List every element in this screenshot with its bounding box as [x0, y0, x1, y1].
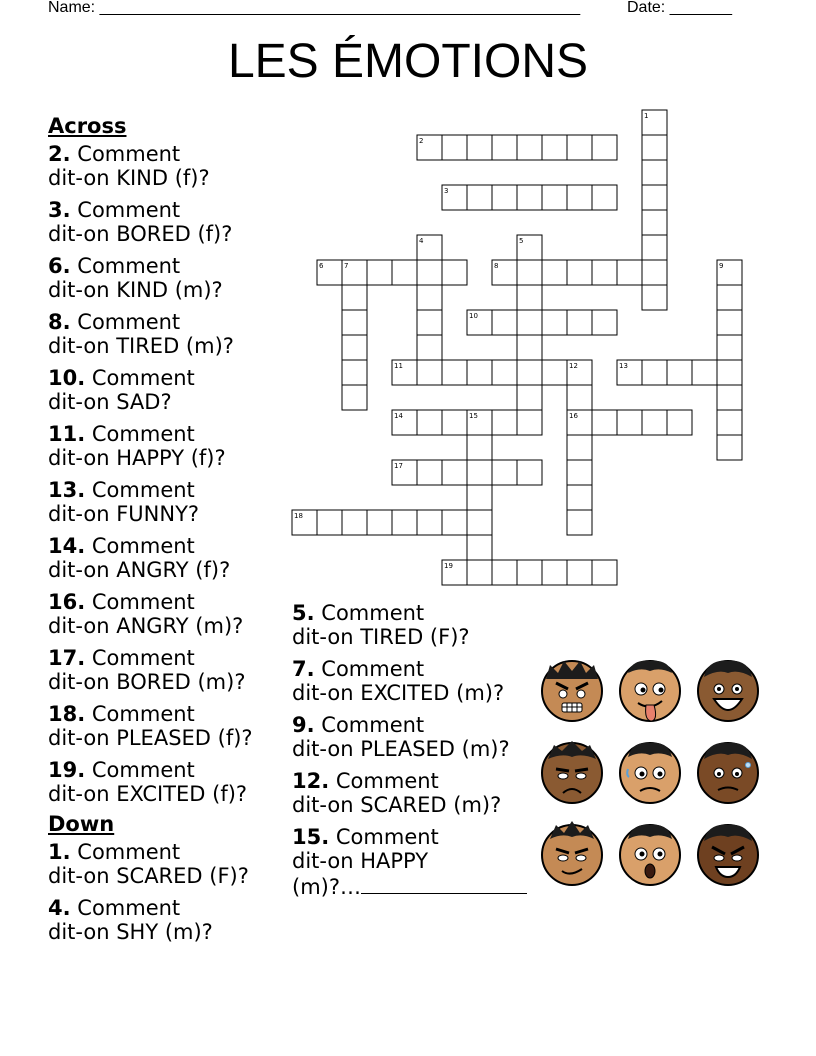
nervous-face-icon — [698, 743, 758, 803]
clue-text: Comment — [77, 896, 181, 920]
grid-clue-number: 13 — [619, 362, 628, 370]
grid-clue-number: 15 — [469, 412, 478, 420]
grid-clue-number: 8 — [494, 262, 499, 270]
grid-cell[interactable] — [467, 535, 492, 560]
clue-text: dit-on EXCITED (f)? — [48, 782, 248, 806]
clue-number: 1. — [48, 840, 71, 864]
grid-cell[interactable] — [467, 135, 492, 160]
clue-number: 12. — [292, 769, 330, 793]
grid-cell[interactable] — [567, 385, 592, 410]
grid-clue-number: 19 — [444, 562, 453, 570]
clue-text: Comment — [335, 825, 439, 849]
grid-cell[interactable] — [567, 135, 592, 160]
grid-clue-number: 5 — [519, 237, 524, 245]
grid-cell[interactable] — [542, 135, 567, 160]
clue-text: dit-on PLEASED (f)? — [48, 726, 253, 750]
grid-cell[interactable] — [342, 310, 367, 335]
grid-cell[interactable] — [567, 560, 592, 585]
clue-text: Comment — [321, 713, 425, 737]
grid-cell[interactable] — [592, 410, 617, 435]
down-heading: Down — [48, 812, 115, 836]
clue-text: Comment — [91, 590, 195, 614]
grid-cell[interactable] — [342, 285, 367, 310]
grid-cell[interactable] — [667, 360, 692, 385]
grid-cell[interactable] — [517, 310, 542, 335]
clue-number: 13. — [48, 478, 86, 502]
grid-cell[interactable] — [417, 260, 442, 285]
clue-text: Comment — [77, 142, 181, 166]
name-label: Name: — [48, 0, 96, 16]
emotion-faces — [536, 655, 772, 895]
grid-cell[interactable] — [517, 410, 542, 435]
clue-text: Comment — [77, 310, 181, 334]
grid-cell[interactable] — [467, 560, 492, 585]
grid-cell[interactable] — [342, 335, 367, 360]
grid-cell[interactable] — [542, 260, 567, 285]
grid-cell[interactable] — [592, 260, 617, 285]
grid-cell[interactable] — [442, 260, 467, 285]
grid-cell[interactable] — [717, 360, 742, 385]
clue-text: Comment — [335, 769, 439, 793]
clue-text: Comment — [321, 657, 425, 681]
date-label: Date: — [627, 0, 666, 16]
grid-cell[interactable] — [492, 135, 517, 160]
clue-text: Comment — [91, 534, 195, 558]
grid-cell[interactable] — [717, 410, 742, 435]
grid-cell[interactable] — [517, 385, 542, 410]
grid-cell[interactable] — [542, 360, 567, 385]
clue-number: 3. — [48, 198, 71, 222]
clue-text: dit-on PLEASED (m)? — [292, 737, 510, 761]
date-line[interactable]: _______ — [669, 0, 732, 16]
grid-cell[interactable] — [467, 435, 492, 460]
clue-text: Comment — [77, 198, 181, 222]
clue-text: dit-on TIRED (F)? — [292, 625, 470, 649]
clue-number: 19. — [48, 758, 86, 782]
grid-cell[interactable] — [467, 360, 492, 385]
grid-cell[interactable] — [567, 260, 592, 285]
page-title: LES ÉMOTIONS — [227, 35, 589, 88]
grid-cell[interactable] — [492, 310, 517, 335]
laughing-face-icon — [698, 661, 758, 721]
clue-text: Comment — [91, 702, 195, 726]
grid-cell[interactable] — [492, 360, 517, 385]
grid-cell[interactable] — [367, 260, 392, 285]
clue-text: dit-on ANGRY (f)? — [48, 558, 231, 582]
worried-face-icon — [620, 743, 680, 803]
clue-text: dit-on SHY (m)? — [48, 920, 213, 944]
grid-cell[interactable] — [542, 560, 567, 585]
grid-cell[interactable] — [717, 385, 742, 410]
grid-cell[interactable] — [642, 260, 667, 285]
grid-clue-number: 6 — [319, 262, 324, 270]
grid-clue-number: 12 — [569, 362, 578, 370]
grid-cell[interactable] — [392, 260, 417, 285]
grid-cell[interactable] — [467, 185, 492, 210]
clue-text: dit-on SCARED (F)? — [48, 864, 249, 888]
grid-clue-number: 4 — [419, 237, 424, 245]
grid-cell[interactable] — [517, 260, 542, 285]
silly-face-icon — [620, 661, 680, 721]
grid-cell[interactable] — [492, 185, 517, 210]
clue-text: Comment — [91, 646, 195, 670]
clue-number: 4. — [48, 896, 71, 920]
grid-cell[interactable] — [417, 460, 442, 485]
furious-face-icon — [698, 825, 758, 885]
grid-cell[interactable] — [442, 510, 467, 535]
grid-cell[interactable] — [517, 335, 542, 360]
clue-text: dit-on HAPPY (f)? — [48, 446, 226, 470]
grid-cell[interactable] — [442, 460, 467, 485]
grid-cell[interactable] — [517, 560, 542, 585]
grid-cell[interactable] — [417, 310, 442, 335]
grid-cell[interactable] — [517, 360, 542, 385]
grid-cell[interactable] — [442, 360, 467, 385]
clue-text: Comment — [91, 366, 195, 390]
across-heading: Across — [48, 114, 127, 138]
grid-cell[interactable] — [717, 435, 742, 460]
angry-face-icon — [542, 661, 602, 721]
grid-cell[interactable] — [567, 460, 592, 485]
grid-cell[interactable] — [567, 485, 592, 510]
grid-cell[interactable] — [667, 410, 692, 435]
grid-cell[interactable] — [642, 185, 667, 210]
grid-cell[interactable] — [517, 135, 542, 160]
grid-cell[interactable] — [592, 185, 617, 210]
grid-clue-number: 3 — [444, 187, 449, 195]
grid-cell[interactable] — [367, 510, 392, 535]
name-line[interactable]: ______________________________________________________ — [99, 0, 581, 16]
grid-clue-number: 1 — [644, 112, 649, 120]
clue-text: dit-on TIRED (m)? — [48, 334, 234, 358]
clue-text: Comment — [91, 758, 195, 782]
clue-text: dit-on BORED (m)? — [48, 670, 246, 694]
clue-text: dit-on ANGRY (m)? — [48, 614, 244, 638]
clue-text: Comment — [91, 478, 195, 502]
grid-cell[interactable] — [442, 135, 467, 160]
grid-cell[interactable] — [642, 360, 667, 385]
grid-cell[interactable] — [492, 560, 517, 585]
clue-number: 8. — [48, 310, 71, 334]
grid-clue-number: 14 — [394, 412, 403, 420]
grid-cell[interactable] — [642, 135, 667, 160]
grid-cell[interactable] — [692, 360, 717, 385]
grid-clue-number: 18 — [294, 512, 303, 520]
grid-cell[interactable] — [317, 510, 342, 535]
grid-cell[interactable] — [492, 410, 517, 435]
clue-number: 16. — [48, 590, 86, 614]
grid-cell[interactable] — [492, 460, 517, 485]
clue-number: 11. — [48, 422, 86, 446]
clue-text: dit-on FUNNY? — [48, 502, 200, 526]
grid-cell[interactable] — [417, 285, 442, 310]
clue-number: 9. — [292, 713, 315, 737]
clue-text: dit-on KIND (f)? — [48, 166, 210, 190]
grid-clue-number: 10 — [469, 312, 478, 320]
grid-clue-number: 7 — [344, 262, 349, 270]
grid-cell[interactable] — [342, 510, 367, 535]
clue-number: 5. — [292, 601, 315, 625]
clue-text: (m)?… — [292, 875, 361, 899]
clue-number: 7. — [292, 657, 315, 681]
clue-text: dit-on BORED (f)? — [48, 222, 233, 246]
grid-cell[interactable] — [592, 135, 617, 160]
grid-cell[interactable] — [517, 185, 542, 210]
grid-clue-number: 2 — [419, 137, 424, 145]
grid-cell[interactable] — [642, 235, 667, 260]
sly-face-icon — [542, 821, 602, 885]
grid-cell[interactable] — [417, 510, 442, 535]
grid-clue-number: 17 — [394, 462, 403, 470]
grid-cell[interactable] — [392, 510, 417, 535]
grid-cell[interactable] — [342, 360, 367, 385]
grid-clue-number: 11 — [394, 362, 403, 370]
clue-number: 18. — [48, 702, 86, 726]
clue-text: dit-on SCARED (m)? — [292, 793, 502, 817]
surprised-face-icon — [620, 825, 680, 885]
grid-cell[interactable] — [567, 435, 592, 460]
grid-cell[interactable] — [442, 410, 467, 435]
grid-cell[interactable] — [467, 460, 492, 485]
grid-cell[interactable] — [717, 285, 742, 310]
grid-cell[interactable] — [642, 410, 667, 435]
clue-text: Comment — [77, 840, 181, 864]
clue-text: Comment — [321, 601, 425, 625]
grid-cell[interactable] — [717, 310, 742, 335]
grid-clue-number: 9 — [719, 262, 724, 270]
grid-cell[interactable] — [617, 410, 642, 435]
sullen-face-icon — [542, 741, 602, 803]
grid-cell[interactable] — [467, 510, 492, 535]
grid-cell[interactable] — [567, 310, 592, 335]
grid-cell[interactable] — [592, 560, 617, 585]
clue-number: 15. — [292, 825, 330, 849]
clue-number: 2. — [48, 142, 71, 166]
grid-cell[interactable] — [417, 410, 442, 435]
grid-cell[interactable] — [417, 335, 442, 360]
grid-cell[interactable] — [567, 185, 592, 210]
clue-text: dit-on SAD? — [48, 390, 172, 414]
grid-cell[interactable] — [542, 185, 567, 210]
grid-cell[interactable] — [642, 285, 667, 310]
grid-cell[interactable] — [617, 260, 642, 285]
grid-cell[interactable] — [717, 335, 742, 360]
clue-text: Comment — [77, 254, 181, 278]
grid-cell[interactable] — [567, 510, 592, 535]
grid-cell[interactable] — [342, 385, 367, 410]
clue-text: dit-on KIND (m)? — [48, 278, 223, 302]
grid-cell[interactable] — [642, 210, 667, 235]
clue-number: 6. — [48, 254, 71, 278]
clue-text: Comment — [91, 422, 195, 446]
grid-clue-number: 16 — [569, 412, 578, 420]
grid-cell[interactable] — [592, 310, 617, 335]
grid-cell[interactable] — [467, 485, 492, 510]
grid-cell[interactable] — [417, 360, 442, 385]
clue-number: 17. — [48, 646, 86, 670]
clue-number: 14. — [48, 534, 86, 558]
grid-cell[interactable] — [517, 460, 542, 485]
grid-cell[interactable] — [642, 160, 667, 185]
grid-cell[interactable] — [517, 285, 542, 310]
grid-cell[interactable] — [542, 310, 567, 335]
clue-text: dit-on HAPPY — [292, 849, 429, 873]
clue-number: 10. — [48, 366, 86, 390]
clue-text: dit-on EXCITED (m)? — [292, 681, 505, 705]
